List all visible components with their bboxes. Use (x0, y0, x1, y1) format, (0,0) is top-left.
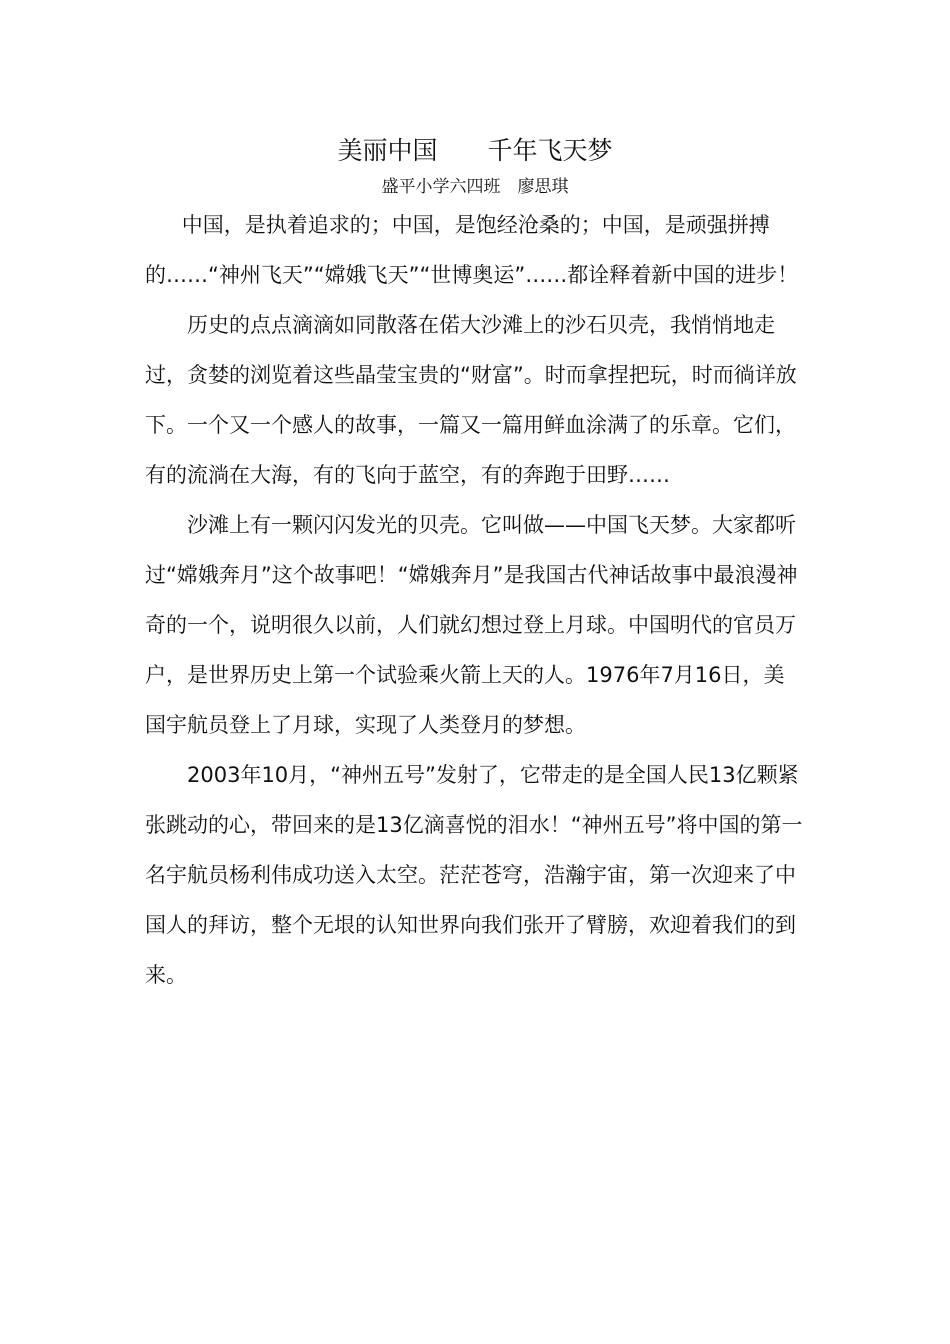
paragraph-1: 中国，是执着追求的；中国，是饱经沧桑的；中国，是顽强拼搏的……“神州飞天”“嫦娥飞天”“世博奥运”……都诠释着新中国的进步！ (145, 213, 799, 287)
paragraph-2: 历史的点点滴滴如同散落在偌大沙滩上的沙石贝壳，我悄悄地走过，贪婪的浏览着这些晶莹宝贵的“财富”。时而拿捏把玩，时而徜详放下。一个又一个感人的故事，一篇又一篇用鲜血涂满了的乐章。它们，有的流淌在大海，有的飞向于蓝空，有的奔跑于田野…… (145, 313, 797, 487)
paragraph-4: 2003年10月，“神州五号”发射了，它带走的是全国人民13亿颗紧张跳动的心，带回来的是13亿滴喜悦的泪水！“神州五号”将中国的第一名宇航员杨利伟成功送入太空。茫茫苍穹，浩瀚宇宙，第一次迎来了中国人的拜访，整个无垠的认知世界向我们张开了臂膀，欢迎着我们的到来。 (145, 763, 803, 987)
author-line: 盛平小学六四班 廖思琪 (381, 177, 569, 197)
document-body (145, 200, 805, 1000)
paragraph-3: 沙滩上有一颗闪闪发光的贝壳。它叫做——中国飞天梦。大家都听过“嫦娥奔月”这个故事吧！“嫦娥奔月”是我国古代神话故事中最浪漫神奇的一个，说明很久以前，人们就幻想过登上月球。中国明代的官员万户，是世界历史上第一个试验乘火箭上天的人。1976年7月16日，美国宇航员登上了月球，实现了人类登月的梦想。 (145, 513, 798, 737)
document-title: 美丽中国 千年飞天梦 (337, 136, 613, 165)
